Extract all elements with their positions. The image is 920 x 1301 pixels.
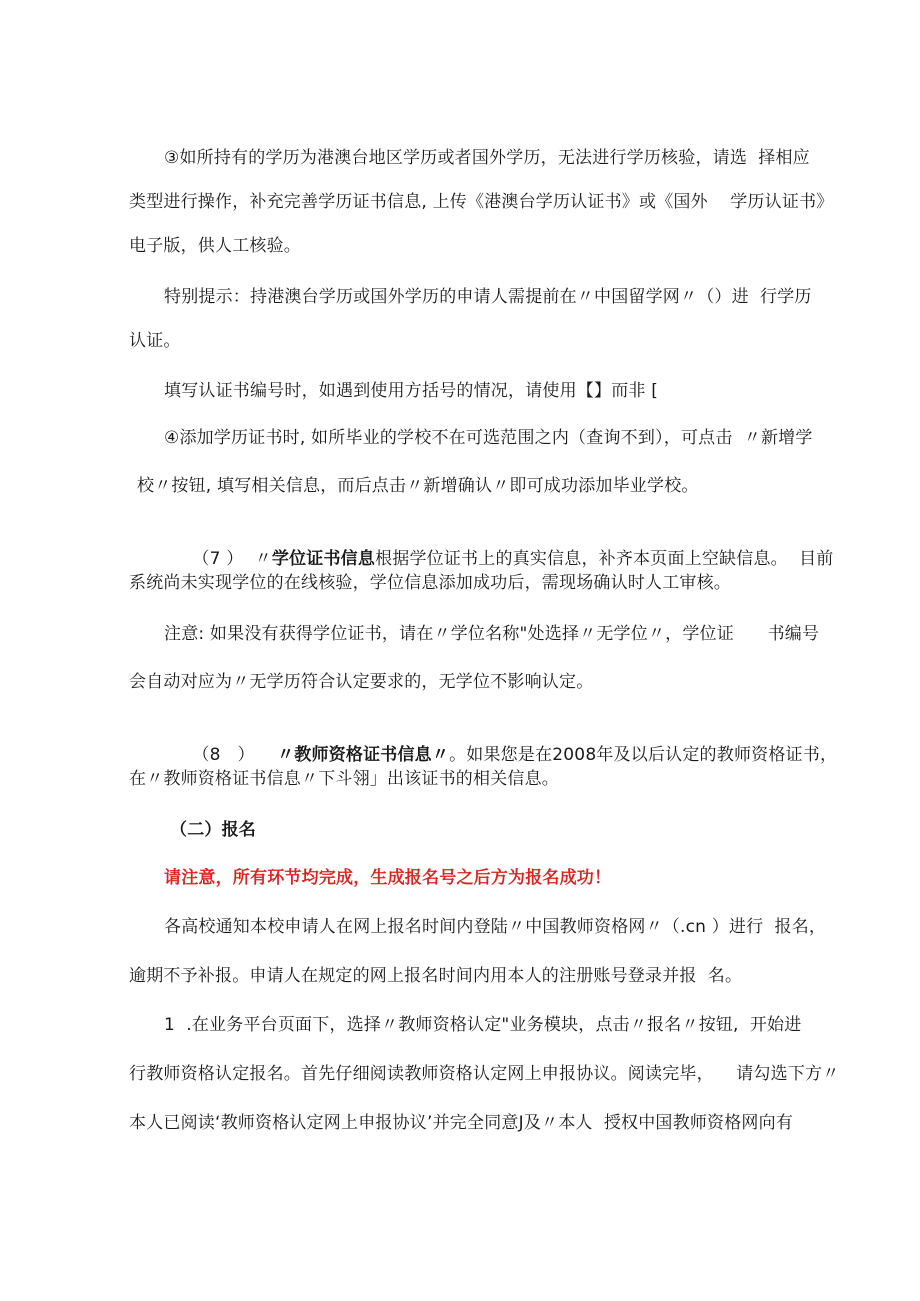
paragraph-line: 校〃按钮, 填写相关信息，而后点击〃新增确认〃即可成功添加毕业学校。 [137,476,699,496]
teacher-certificate-heading: 〃教师资格证书信息〃 [277,745,450,765]
paragraph-line: 1 .在业务平台页面下，选择〃教师资格认定"业务模块，点击〃报名〃按钮, 开始进 [164,1015,802,1035]
degree-certificate-heading: 学位证书信息 [271,549,376,569]
paragraph-line: 注意: 如果没有获得学位证书，请在〃学位名称"处选择〃无学位〃，学位证 书编号 [164,624,820,644]
paragraph-line: 电子版，供人工核验。 [129,236,301,256]
paragraph-line: 认证。 [129,331,181,351]
paragraph-line: 会自动对应为〃无学历符合认定要求的，无学位不影响认定。 [129,672,594,692]
paragraph-line: ③如所持有的学历为港澳台地区学历或者国外学历，无法进行学历核验，请选 择相应 [164,148,810,168]
paragraph-line: 逾期不予补报。申请人在规定的网上报名时间内用本人的注册账号登录并报 名。 [129,966,743,986]
degree-certificate-text: 根据学位证书上的真实信息，补齐本页面上空缺信息。 目前 [375,549,834,569]
paragraph-line: 类型进行操作，补充完善学历证书信息, 上传《港澳台学历认证书》或《国外 学历认证书》 [129,192,834,212]
paragraph-line: 各高校通知本校申请人在网上报名时间内登陆〃中国教师资格网〃（.cn ）进行 报名， [164,917,827,937]
paragraph-line: 在〃教师资格证书信息〃下斗翎」出该证书的相关信息。 [129,769,559,789]
paragraph-line: 本人已阅读‘教师资格认定网上申报协议’并完全同意J及〃本人 授权中国教师资格网向有 [129,1113,794,1133]
paragraph-line: ④添加学历证书时, 如所毕业的学校不在可选范围之内（查询不到），可点击 〃新增学 [164,428,813,448]
notice-text: 请注意，所有环节均完成，生成报名号之后方为报名成功！ [164,868,612,888]
item-number-7: （7 ） 〃 [192,549,272,569]
teacher-certificate-text: 。如果您是在2008年及以后认定的教师资格证书， [449,745,838,765]
paragraph-line: 特别提示：持港澳台学历或国外学历的申请人需提前在〃中国留学网〃（）进 行学历 [164,287,812,307]
paragraph-line: 行教师资格认定报名。首先仔细阅读教师资格认定网上申报协议。阅读完毕， 请勾选下方〃 [129,1064,840,1084]
item-number-8: （8 ） [192,745,278,765]
paragraph-line: 填写认证书编号时，如遇到使用方括号的情况，请使用【】而非 [ [164,381,659,401]
paragraph-line: 系统尚未实现学位的在线核验，学位信息添加成功后，需现场确认时人工审核。 [129,573,731,593]
section-heading: （二）报名 [170,820,256,840]
